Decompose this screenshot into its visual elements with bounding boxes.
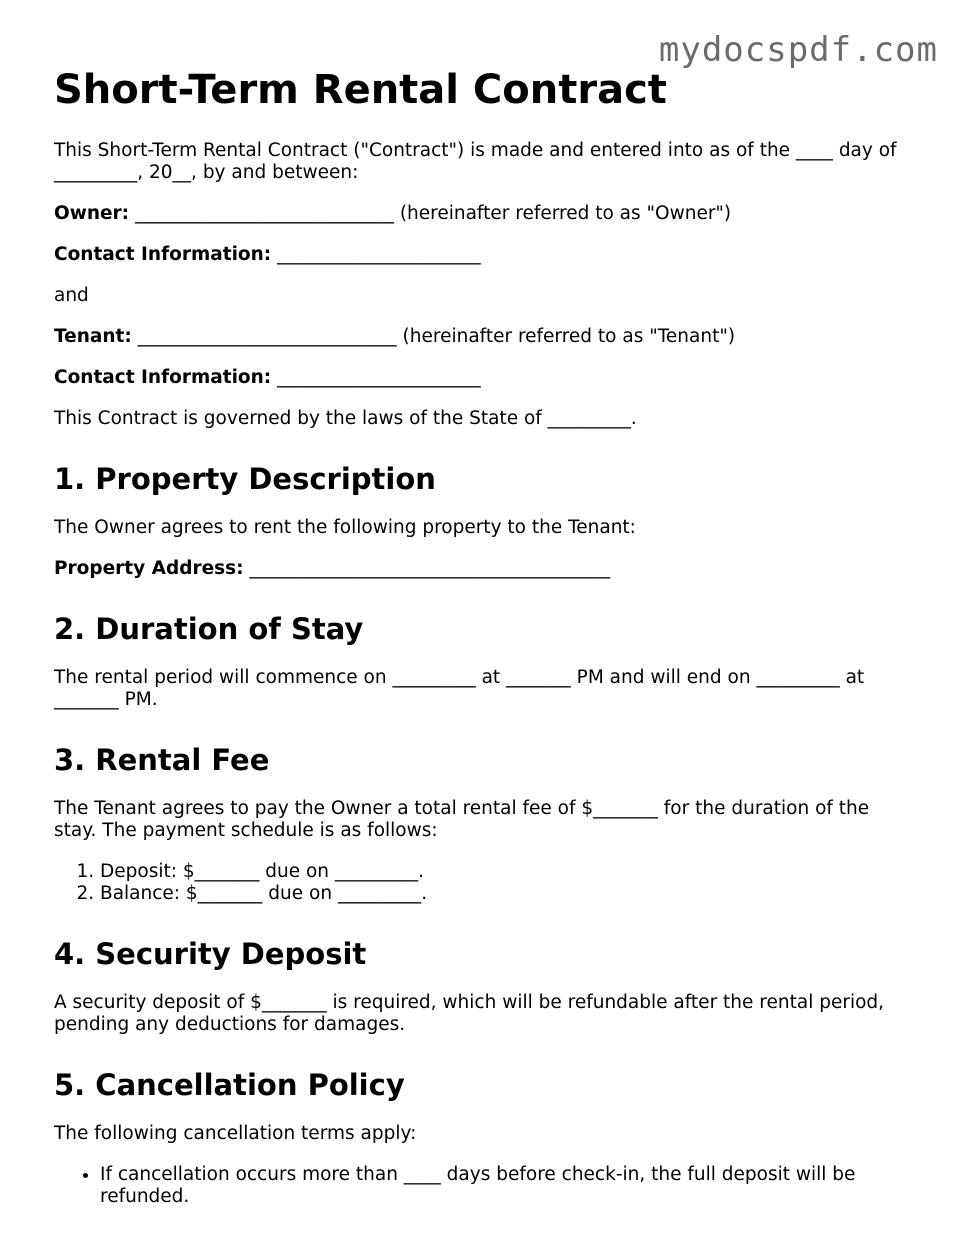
owner-contact-label: Contact Information: (54, 244, 272, 265)
list-item: • If cancellation occurs more than ____ days before check-in, the full deposit will be refunded. (100, 1164, 916, 1208)
tenant-label: Tenant: (54, 326, 132, 347)
owner-contact-text: ______________________ (271, 244, 481, 265)
owner-label: Owner: (54, 203, 130, 224)
watermark: mydocspdf.com (658, 30, 938, 70)
payment-schedule-list (54, 861, 916, 905)
document-page (54, 62, 916, 1227)
tenant-text: ____________________________ (hereinafter referred to as "Tenant") (131, 326, 736, 347)
tenant-contact-line (54, 367, 916, 389)
cancellation-paragraph: The following cancellation terms apply: (54, 1123, 417, 1144)
owner-contact-line (54, 244, 916, 266)
tenant-line (54, 326, 916, 348)
property-address-label: Property Address: (54, 558, 244, 579)
owner-line (54, 203, 916, 225)
section-heading-security-deposit: 4. Security Deposit (54, 937, 367, 971)
intro-paragraph: This Short-Term Rental Contract ("Contract") is made and entered into as of the ____ day of _________, 20__, by and between: (54, 140, 897, 183)
section-heading-duration: 2. Duration of Stay (54, 612, 364, 646)
security-deposit-paragraph: A security deposit of $_______ is required, which will be refundable after the rental period, pending any deductions for damages. (54, 992, 885, 1035)
duration-paragraph: The rental period will commence on _________ at _______ PM and will end on _________ at _______ PM. (54, 667, 865, 710)
owner-text: ____________________________ (hereinafter referred to as "Owner") (129, 203, 732, 224)
governing-law-paragraph: This Contract is governed by the laws of the State of _________. (54, 408, 637, 429)
property-address-line (54, 558, 916, 580)
property-paragraph: The Owner agrees to rent the following property to the Tenant: (54, 517, 636, 538)
list-item: 1. Deposit: $_______ due on _________. (100, 861, 916, 883)
tenant-contact-label: Contact Information: (54, 367, 272, 388)
section-heading-cancellation: 5. Cancellation Policy (54, 1068, 405, 1102)
document-title: Short-Term Rental Contract (54, 67, 667, 113)
tenant-contact-text: ______________________ (271, 367, 481, 388)
list-item: 2. Balance: $_______ due on _________. (100, 883, 916, 905)
property-address-text: _______________________________________ (243, 558, 611, 579)
rental-fee-paragraph: The Tenant agrees to pay the Owner a total rental fee of $_______ for the duration of the stay. The payment schedule is as follows: (54, 798, 870, 841)
cancellation-terms-list (54, 1164, 916, 1208)
section-heading-property: 1. Property Description (54, 462, 436, 496)
section-heading-rental-fee: 3. Rental Fee (54, 743, 270, 777)
and-text: and (54, 285, 89, 306)
